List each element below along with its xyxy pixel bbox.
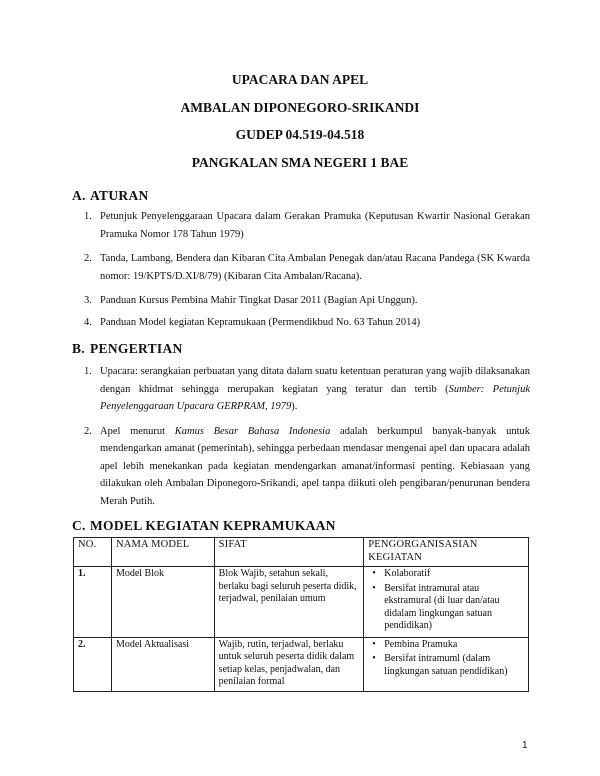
list-item-number: 2.	[84, 425, 92, 437]
page-number: 1	[522, 740, 528, 751]
list-item-number: 1.	[84, 211, 92, 222]
bullet-list	[368, 568, 524, 633]
title-line-4: PANGKALAN SMA NEGERI 1 BAE	[191, 155, 409, 170]
section-c-heading	[72, 518, 336, 534]
cell-pengorganisasian	[364, 567, 529, 638]
section-b-number: B.	[72, 341, 85, 356]
bullet-item: • Bersifat intramural atau ekstramural (di luar dan/atau didalam lingkungan satuan pendidikan)	[368, 583, 524, 633]
list-item-text: Tanda, Lambang, Bendera dan Kibaran Cita Ambalan Penegak dan/atau Racana Pandega (SK Kwarda nomor: 19/KPTS/D.XI/8/79) (Kibaran Cita Ambalan/Racana).	[100, 253, 530, 282]
list-item	[84, 292, 530, 310]
header-no: NO.	[74, 538, 112, 567]
section-b-title: PENGERTIAN	[90, 341, 183, 356]
bullet-item: • Kolaboratif	[368, 568, 524, 581]
list-item-text: Panduan Kursus Pembina Mahir Tingkat Dasar 2011 (Bagian Api Unggun).	[100, 295, 418, 306]
header-sifat: SIFAT	[214, 538, 364, 567]
cell-nama-model: Model Aktualisasi	[111, 637, 214, 691]
table-row	[74, 567, 529, 638]
cell-pengorganisasian	[364, 637, 529, 691]
list-item-number: 2.	[84, 253, 92, 264]
list-item-text: Petunjuk Penyelenggaraan Upacara dalam Gerakan Pramuka (Keputusan Kwartir Nasional Gerakan Pramuka Nomor 178 Tahun 1979)	[100, 211, 530, 240]
title-line-3: GUDEP 04.519-04.518	[235, 127, 365, 142]
list-item-number: 4.	[84, 316, 92, 328]
bullet-item: • Pembina Pramuka	[368, 639, 524, 652]
bullet-item: • Bersifat intramuml (dalam lingkungan satuan pendidikan)	[368, 653, 524, 678]
kbbi-reference: Kamus Besar Bahasa Indonesia	[174, 425, 331, 437]
source-citation: Sumber: Petunjuk Penyelenggaraan Upacara GERPRAM, 1979	[100, 383, 530, 412]
section-c-number: C.	[72, 518, 86, 533]
cell-nama-model: Model Blok	[111, 567, 214, 638]
table-row	[74, 637, 529, 691]
header-nama-model: NAMA MODEL	[111, 538, 214, 567]
section-b-heading	[72, 341, 183, 357]
list-item-text: adalah berkumpul banyak-banyak untuk mendengarkan amanat (pemerintah), sehingga perbedaan mendasar mengenai apel dan upacara adalah apel lebih menekankan pada kegiatan mendengarkan amanat/informasi penting. Kebiasaan yang dilakukan oleh Ambalan Diponegoro-Srikandi, apel tanpa diikuti oleh pengibaran/penurunan bendera Merah Putih.	[100, 425, 530, 507]
cell-no: 2.	[74, 637, 112, 691]
table-header-row	[74, 538, 529, 567]
list-item-text: Upacara: serangkaian perbuatan yang ditata dalam suatu ketentuan peraturan yang wajib dilaksanakan dengan khidmat sehingga merupakan kegiatan yang teratur dan tertib (	[100, 366, 530, 395]
cell-sifat: Blok Wajib, setahun sekali, berlaku bagi seluruh peserta didik, terjadwal, penilaian umum	[214, 567, 364, 638]
cell-sifat: Wajib, rutin, terjadwal, berlaku untuk seluruh peserta didik dalam setiap kelas, penjadwalan, dan penilaian formal	[214, 637, 364, 691]
list-item	[84, 314, 530, 332]
section-a-number: A.	[72, 188, 86, 203]
title-line-1: UPACARA DAN APEL	[231, 72, 369, 87]
list-item	[84, 423, 530, 511]
cell-no: 1.	[74, 567, 112, 638]
section-c-title: MODEL KEGIATAN KEPRAMUKAAN	[90, 518, 336, 533]
section-a-list	[84, 208, 530, 331]
list-item	[84, 250, 530, 285]
section-a-title: ATURAN	[90, 188, 149, 203]
section-a-heading	[72, 188, 149, 204]
list-item	[84, 363, 530, 416]
list-item-text-pre: Apel menurut	[100, 425, 175, 437]
bullet-list	[368, 639, 524, 679]
list-item-number: 3.	[84, 295, 92, 306]
list-item-text-end: ).	[291, 401, 298, 412]
title-line-2: AMBALAN DIPONEGORO-SRIKANDI	[180, 100, 420, 115]
section-b-list	[84, 363, 530, 510]
list-item-text: Panduan Model kegiatan Kepramukaan (Permendikbud No. 63 Tahun 2014)	[100, 316, 421, 328]
list-item-number: 1.	[84, 366, 92, 377]
list-item	[84, 208, 530, 243]
model-table	[73, 537, 529, 692]
header-pengorganisasian: PENGORGANISASIAN KEGIATAN	[364, 538, 529, 567]
